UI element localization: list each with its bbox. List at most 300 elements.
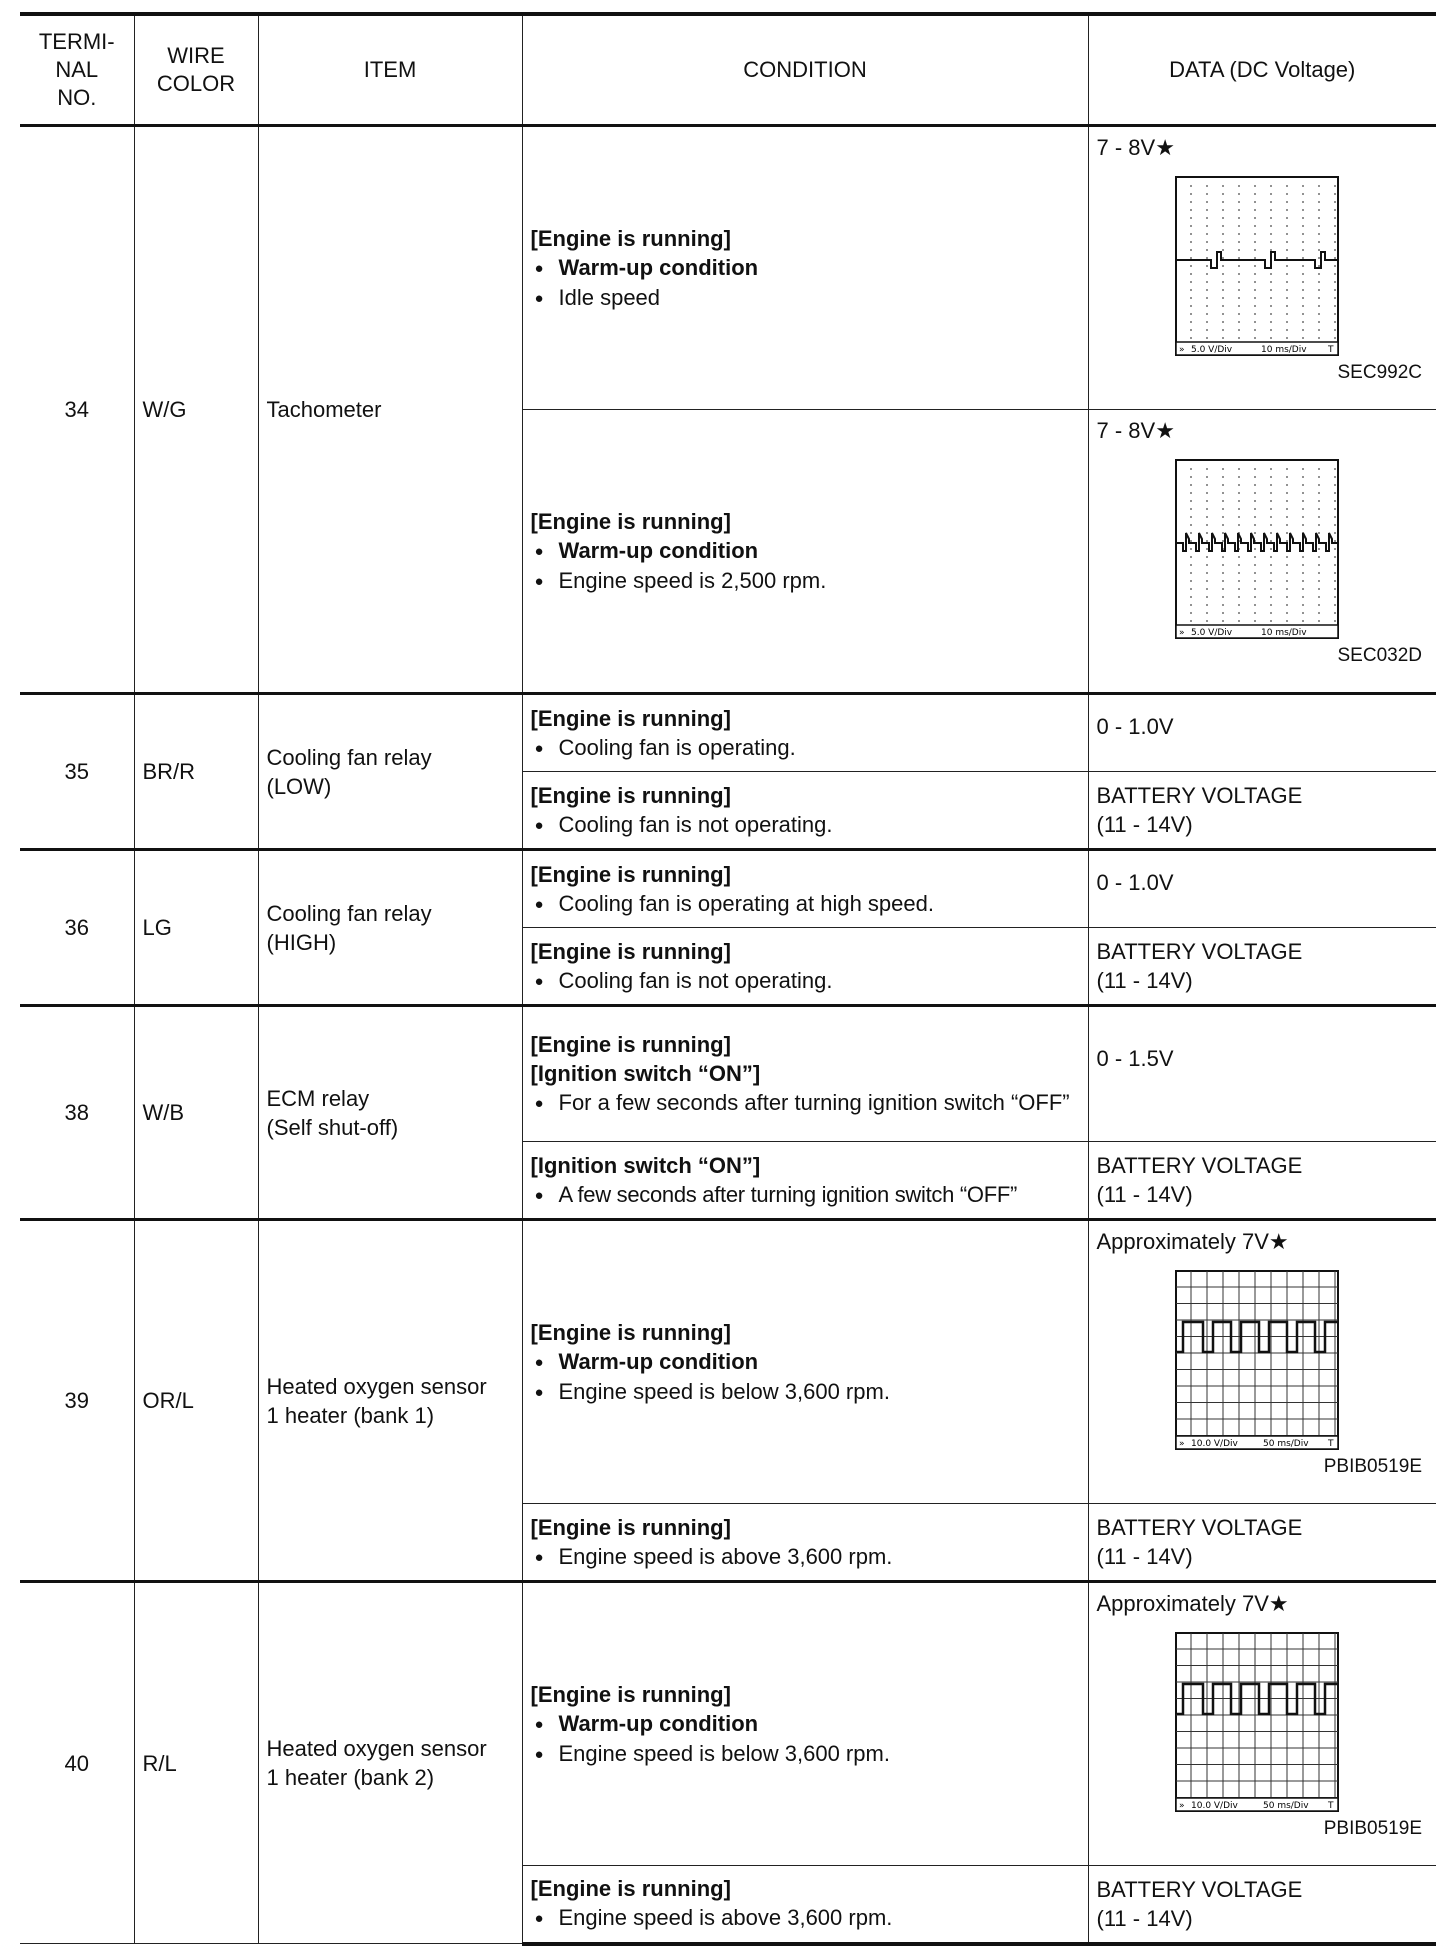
graticule-dot [1222,209,1224,211]
data-value: BATTERY VOLTAGE [1096,1876,1303,1902]
graticule-dot [1318,193,1320,195]
graticule-dot [1302,289,1304,291]
graticule-dot [1254,556,1256,558]
graticule-dot [1222,516,1224,518]
condition-bullet: ● Cooling fan is not operating. [531,810,1080,840]
graticule-dot [1190,225,1192,227]
condition-bullet: ● Engine speed is below 3,600 rpm. [531,1739,1080,1769]
graticule-dot [1286,604,1288,606]
graticule-dot [1302,564,1304,566]
condition [522,126,1088,410]
graticule-dot [1206,588,1208,590]
condition [522,694,1088,772]
graticule-dot [1302,281,1304,283]
oscilloscope-waveform [1175,1270,1339,1450]
graticule-dot [1206,612,1208,614]
wire-color: W/G [134,126,258,694]
condition [522,1142,1088,1220]
graticule-dot [1206,249,1208,251]
graticule-dot [1206,217,1208,219]
graticule-dot [1334,281,1336,283]
figure-id: SEC032D [1337,645,1422,666]
graticule-dot [1270,225,1272,227]
graticule-dot [1318,265,1320,267]
graticule-dot [1238,217,1240,219]
data-value: BATTERY VOLTAGE [1096,1515,1303,1540]
graticule-dot [1238,604,1240,606]
graticule-dot [1190,329,1192,331]
graticule-dot [1254,241,1256,243]
graticule-dot [1302,313,1304,315]
oscilloscope-waveform [1175,1632,1339,1812]
graticule-dot [1222,281,1224,283]
graticule-dot [1318,620,1320,622]
graticule-dot [1334,273,1336,275]
graticule-dot [1238,596,1240,598]
scope-time-scale: 10 ms/Div [1260,628,1307,638]
graticule-dot [1334,233,1336,235]
graticule-dot [1222,241,1224,243]
graticule-dot [1334,580,1336,582]
graticule-dot [1238,476,1240,478]
item-line: (LOW) [266,773,332,799]
graticule-dot [1334,596,1336,598]
graticule-dot [1206,572,1208,574]
condition [522,1582,1088,1866]
graticule-dot [1334,313,1336,315]
graticule-dot [1254,524,1256,526]
graticule-dot [1318,289,1320,291]
graticule-dot [1254,217,1256,219]
table-row [20,694,1436,772]
condition-bullet: ● Idle speed [531,283,1080,313]
graticule-dot [1206,508,1208,510]
scope-volt-scale: 10.0 V/Div [1190,1439,1238,1449]
graticule-dot [1286,588,1288,590]
graticule-dot [1286,217,1288,219]
data-cell [1088,1142,1436,1220]
graticule-dot [1238,492,1240,494]
graticule-dot [1206,500,1208,502]
graticule-dot [1286,476,1288,478]
item-line: ECM relay [266,1085,370,1111]
terminal-no: 34 [20,126,134,694]
graticule-dot [1190,468,1192,470]
graticule-dot [1302,516,1304,518]
item-line: 1 heater (bank 1) [266,1402,435,1428]
graticule-dot [1334,209,1336,211]
graticule-dot [1238,257,1240,259]
graticule-dot [1206,321,1208,323]
graticule-dot [1190,580,1192,582]
graticule-dot [1270,289,1272,291]
table-row [20,1220,1436,1504]
graticule-dot [1222,273,1224,275]
graticule-dot [1318,217,1320,219]
graticule-dot [1286,337,1288,339]
condition [522,850,1088,928]
graticule-dot [1302,620,1304,622]
graticule-dot [1318,476,1320,478]
wire-color: LG [134,850,258,1006]
graticule-dot [1222,476,1224,478]
data-cell [1088,928,1436,1006]
data-value: BATTERY VOLTAGE [1096,939,1303,964]
graticule-dot [1238,484,1240,486]
graticule-dot [1238,612,1240,614]
graticule-dot [1238,564,1240,566]
graticule-dot [1190,516,1192,518]
graticule-dot [1302,201,1304,203]
header-data: DATA (DC Voltage) [1088,14,1436,126]
condition-bullet: ● For a few seconds after turning ignition switch “OFF” [531,1088,1080,1118]
graticule-dot [1238,289,1240,291]
graticule-dot [1190,337,1192,339]
graticule-dot [1286,484,1288,486]
data-value: (11 - 14V) [1096,1182,1193,1207]
graticule-dot [1238,225,1240,227]
graticule-dot [1318,556,1320,558]
graticule-dot [1222,620,1224,622]
graticule-dot [1318,468,1320,470]
graticule-dot [1286,329,1288,331]
graticule-dot [1254,580,1256,582]
graticule-dot [1206,289,1208,291]
header-row [20,14,1436,126]
graticule-dot [1318,516,1320,518]
graticule-dot [1334,225,1336,227]
graticule-dot [1334,321,1336,323]
graticule-dot [1286,281,1288,283]
data-value: BATTERY VOLTAGE [1096,1153,1303,1178]
graticule-dot [1286,305,1288,307]
item: Tachometer [258,126,522,694]
graticule-dot [1270,612,1272,614]
graticule-dot [1302,476,1304,478]
data-value: Approximately 7V★ [1096,1591,1289,1616]
graticule-dot [1222,556,1224,558]
graticule-dot [1286,572,1288,574]
graticule-dot [1190,588,1192,590]
data-cell [1088,410,1436,694]
graticule-dot [1302,596,1304,598]
condition-title: [Engine is running] [530,225,731,251]
graticule-dot [1286,265,1288,267]
scope-arrow-icon: » [1178,1439,1185,1449]
graticule-dot [1206,580,1208,582]
graticule-dot [1254,468,1256,470]
graticule-dot [1254,484,1256,486]
graticule-dot [1318,241,1320,243]
scope-trigger-icon: T [1327,1439,1333,1449]
graticule-dot [1206,532,1208,534]
graticule-dot [1222,337,1224,339]
condition [522,1866,1088,1944]
graticule-dot [1206,604,1208,606]
condition [522,1504,1088,1582]
graticule-dot [1318,297,1320,299]
graticule-dot [1318,500,1320,502]
graticule-dot [1318,321,1320,323]
graticule-dot [1206,297,1208,299]
graticule-dot [1222,612,1224,614]
graticule-dot [1206,516,1208,518]
terminal-no: 36 [20,850,134,1006]
header-condition: CONDITION [522,14,1088,126]
graticule-dot [1286,612,1288,614]
graticule-dot [1206,548,1208,550]
graticule-dot [1222,468,1224,470]
graticule-dot [1254,193,1256,195]
graticule-dot [1190,297,1192,299]
graticule-dot [1334,241,1336,243]
graticule-dot [1334,516,1336,518]
graticule-dot [1318,257,1320,259]
graticule-dot [1286,468,1288,470]
graticule-dot [1222,596,1224,598]
graticule-dot [1270,249,1272,251]
table-row [20,850,1436,928]
graticule-dot [1334,492,1336,494]
condition-bullet: ● Engine speed is above 3,600 rpm. [531,1903,1080,1933]
data-cell [1088,850,1436,928]
scope-volt-scale: 5.0 V/Div [1190,345,1232,355]
graticule-dot [1190,273,1192,275]
graticule-dot [1270,468,1272,470]
graticule-dot [1222,500,1224,502]
item-line: Cooling fan relay [266,900,432,926]
figure-id: SEC992C [1337,362,1422,383]
graticule-dot [1222,257,1224,259]
oscilloscope-waveform [1175,176,1339,356]
scope-arrow-icon: » [1178,345,1185,355]
graticule-dot [1286,508,1288,510]
condition-title: [Engine is running] [530,1319,731,1345]
graticule-dot [1302,524,1304,526]
graticule-dot [1222,265,1224,267]
graticule-dot [1206,556,1208,558]
graticule-dot [1254,321,1256,323]
graticule-dot [1302,225,1304,227]
condition [522,928,1088,1006]
wire-color: BR/R [134,694,258,850]
graticule-dot [1206,201,1208,203]
graticule-dot [1270,329,1272,331]
graticule-dot [1318,273,1320,275]
graticule-dot [1302,500,1304,502]
graticule-dot [1286,620,1288,622]
graticule-dot [1318,508,1320,510]
graticule-dot [1270,492,1272,494]
condition-title: [Engine is running] [530,705,731,731]
graticule-dot [1302,484,1304,486]
data-value: 0 - 1.0V [1096,869,1174,895]
graticule-dot [1318,548,1320,550]
graticule-dot [1318,185,1320,187]
graticule-dot [1206,564,1208,566]
graticule-dot [1222,305,1224,307]
condition-bullet: ● Warm-up condition [531,536,1080,566]
graticule-dot [1334,524,1336,526]
graticule-dot [1286,313,1288,315]
data-value: (11 - 14V) [1096,968,1193,993]
graticule-dot [1286,209,1288,211]
item [258,694,522,850]
graticule-dot [1334,249,1336,251]
graticule-dot [1190,265,1192,267]
graticule-dot [1302,329,1304,331]
graticule-dot [1206,337,1208,339]
graticule-dot [1302,209,1304,211]
graticule-dot [1318,524,1320,526]
condition-title: [Engine is running] [530,1681,731,1707]
graticule-dot [1302,193,1304,195]
graticule-dot [1222,329,1224,331]
graticule-dot [1190,241,1192,243]
graticule-dot [1206,305,1208,307]
graticule-dot [1302,588,1304,590]
graticule-dot [1222,580,1224,582]
graticule-dot [1334,508,1336,510]
data-cell [1088,772,1436,850]
graticule-dot [1286,321,1288,323]
graticule-dot [1318,281,1320,283]
graticule-dot [1302,217,1304,219]
graticule-dot [1238,249,1240,251]
terminal-data-table [20,12,1436,1946]
graticule-dot [1254,305,1256,307]
condition-bullet: ● Warm-up condition [531,1709,1080,1739]
figure-id: PBIB0519E [1323,1456,1422,1477]
graticule-dot [1334,468,1336,470]
graticule-dot [1270,337,1272,339]
graticule-dot [1334,500,1336,502]
graticule-dot [1270,620,1272,622]
graticule-dot [1254,564,1256,566]
graticule-dot [1270,556,1272,558]
graticule-dot [1286,241,1288,243]
graticule-dot [1190,249,1192,251]
graticule-dot [1286,516,1288,518]
graticule-dot [1318,596,1320,598]
graticule-dot [1302,612,1304,614]
graticule-dot [1238,468,1240,470]
item-line: 1 heater (bank 2) [266,1765,435,1790]
data-value: (11 - 14V) [1096,1544,1193,1569]
data-value: (11 - 14V) [1096,1905,1193,1931]
graticule-dot [1254,313,1256,315]
graticule-dot [1334,548,1336,550]
graticule-dot [1206,233,1208,235]
graticule-dot [1190,476,1192,478]
graticule-dot [1190,281,1192,283]
scope-trigger-icon: T [1327,345,1333,355]
graticule-dot [1318,492,1320,494]
graticule-dot [1222,297,1224,299]
graticule-dot [1254,337,1256,339]
graticule-dot [1286,524,1288,526]
table-row [20,1582,1436,1866]
graticule-dot [1222,524,1224,526]
graticule-dot [1318,484,1320,486]
graticule-dot [1270,500,1272,502]
graticule-dot [1206,281,1208,283]
item [258,1220,522,1582]
graticule-dot [1206,596,1208,598]
graticule-dot [1302,337,1304,339]
graticule-dot [1190,492,1192,494]
item-line: (HIGH) [266,929,337,955]
graticule-dot [1222,313,1224,315]
graticule-dot [1254,572,1256,574]
graticule-dot [1270,596,1272,598]
graticule-dot [1254,604,1256,606]
graticule-dot [1206,492,1208,494]
graticule-dot [1286,185,1288,187]
graticule-dot [1270,313,1272,315]
wire-color: R/L [134,1582,258,1944]
graticule-dot [1190,524,1192,526]
graticule-dot [1206,265,1208,267]
scope-time-scale: 10 ms/Div [1260,345,1307,355]
terminal-no: 38 [20,1006,134,1220]
data-value: 0 - 1.0V [1096,713,1174,739]
graticule-dot [1270,193,1272,195]
graticule-dot [1334,297,1336,299]
graticule-dot [1222,249,1224,251]
graticule-dot [1238,508,1240,510]
graticule-dot [1206,329,1208,331]
graticule-dot [1254,588,1256,590]
graticule-dot [1286,500,1288,502]
graticule-dot [1270,532,1272,534]
graticule-dot [1334,305,1336,307]
graticule-dot [1190,484,1192,486]
data-cell [1088,1504,1436,1582]
graticule-dot [1238,209,1240,211]
graticule-dot [1334,257,1336,259]
graticule-dot [1254,209,1256,211]
scope-time-scale: 50 ms/Div [1262,1801,1309,1811]
graticule-dot [1254,273,1256,275]
graticule-dot [1190,305,1192,307]
graticule-dot [1238,329,1240,331]
graticule-dot [1254,329,1256,331]
data-cell [1088,1582,1436,1866]
graticule-dot [1254,249,1256,251]
graticule-dot [1254,620,1256,622]
graticule-dot [1190,564,1192,566]
graticule-dot [1190,612,1192,614]
item-line: Heated oxygen sensor [266,1736,487,1761]
graticule-dot [1270,185,1272,187]
graticule-dot [1270,233,1272,235]
graticule-dot [1190,233,1192,235]
graticule-dot [1238,265,1240,267]
graticule-dot [1286,233,1288,235]
graticule-dot [1254,516,1256,518]
graticule-dot [1254,297,1256,299]
graticule-dot [1286,532,1288,534]
graticule-dot [1238,201,1240,203]
graticule-dot [1206,313,1208,315]
graticule-dot [1318,201,1320,203]
graticule-dot [1254,225,1256,227]
data-value: 7 - 8V★ [1096,418,1175,443]
graticule-dot [1222,532,1224,534]
graticule-dot [1222,588,1224,590]
item [258,1582,522,1944]
